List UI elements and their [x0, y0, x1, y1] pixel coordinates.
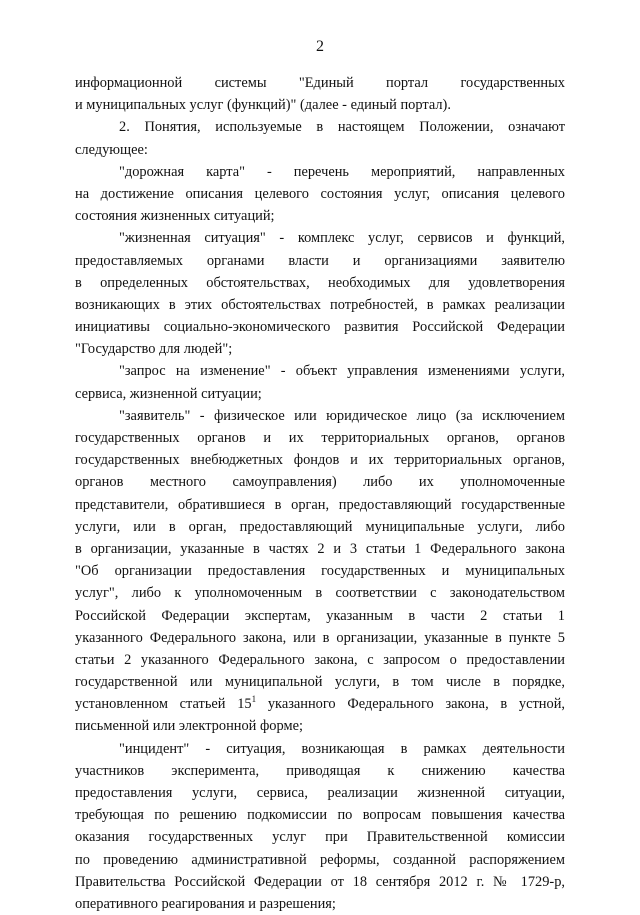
text-line: и муниципальных услуг (функций)" (далее - единый портал). [75, 97, 451, 114]
text-line: оперативного реагирования и разрешения; [75, 895, 336, 912]
text-line: возникающих в этих обстоятельствах потребностей, в рамках реализации [75, 296, 565, 313]
text-line: представители, обратившиеся в орган, предоставляющий государственные [75, 496, 565, 513]
text-line: Российской Федерации экспертам, указанным в части 2 статьи 1 [75, 607, 565, 624]
text-line: государственной или муниципальной услуги, в том числе в порядке, [75, 674, 565, 691]
text-line: "инцидент" - ситуация, возникающая в рамках деятельности [119, 740, 565, 757]
superscript: 1 [251, 694, 257, 705]
text-line: предоставляемых органами власти и организациями заявителю [75, 252, 565, 269]
text-line: по проведению административной реформы, созданной распоряжением [75, 851, 565, 868]
text-line: "жизненная ситуация" - комплекс услуг, сервисов и функций, [119, 230, 565, 247]
text-line: "Государство для людей"; [75, 341, 233, 358]
text-line: "запрос на изменение" - объект управления изменениями услуги, [119, 363, 565, 380]
text-segment: установленном статьей 15 [75, 696, 252, 713]
text-line: "дорожная карта" - перечень мероприятий, направленных [119, 163, 565, 180]
text-line: письменной или электронной форме; [75, 718, 303, 735]
text-line [75, 693, 565, 715]
text-line: предоставления услуги, сервиса, реализации жизненной ситуации, [75, 785, 565, 801]
text-line: на достижение описания целевого состояния услуг, описания целевого [75, 185, 565, 202]
text-line: в организации, указанные в частях 2 и 3 статьи 1 Федерального закона [75, 540, 565, 557]
text-line: услуги, или в орган, предоставляющий муниципальные услуги, либо [75, 518, 565, 535]
text-line: в определенных обстоятельствах, необходимых для удовлетворения [75, 274, 565, 291]
text-line: сервиса, жизненной ситуации; [75, 385, 262, 402]
text-line: информационной системы "Единый портал государственных [75, 75, 565, 91]
text-line: государственных внебюджетных фондов и их территориальных органов, [75, 452, 565, 469]
text-line: органов местного самоуправления) либо их уполномоченные [75, 474, 565, 491]
text-line: следующее: [75, 141, 148, 158]
page-number: 2 [316, 38, 324, 55]
text-line: Правительства Российской Федерации от 18 сентября 2012 г. № 1729-р, [75, 873, 565, 890]
document-body [75, 72, 565, 915]
text-line: услуг", либо к уполномоченным в соответствии с законодательством [75, 585, 565, 602]
text-line: оказания государственных услуг при Правительственной комиссии [75, 829, 565, 846]
text-line: государственных органов и их территориальных органов, органов [75, 430, 565, 446]
text-line: 2. Понятия, используемые в настоящем Положении, означают [119, 119, 565, 136]
text-segment: указанного Федерального закона, в устной, [256, 696, 565, 713]
text-line: "Об организации предоставления государственных и муниципальных [75, 563, 565, 580]
text-line: состояния жизненных ситуаций; [75, 208, 275, 225]
text-line: инициативы социально-экономического развития Российской Федерации [75, 319, 565, 336]
text-line: "заявитель" - физическое или юридическое лицо (за исключением [119, 407, 565, 424]
text-line: статьи 2 указанного Федерального закона, с запросом о предоставлении [75, 651, 565, 668]
text-line: указанного Федерального закона, или в организации, указанные в пункте 5 [75, 629, 565, 646]
text-line: участников эксперимента, приводящая к снижению качества [75, 762, 565, 779]
text-line: требующая по решению подкомиссии по вопросам повышения качества [75, 807, 565, 824]
